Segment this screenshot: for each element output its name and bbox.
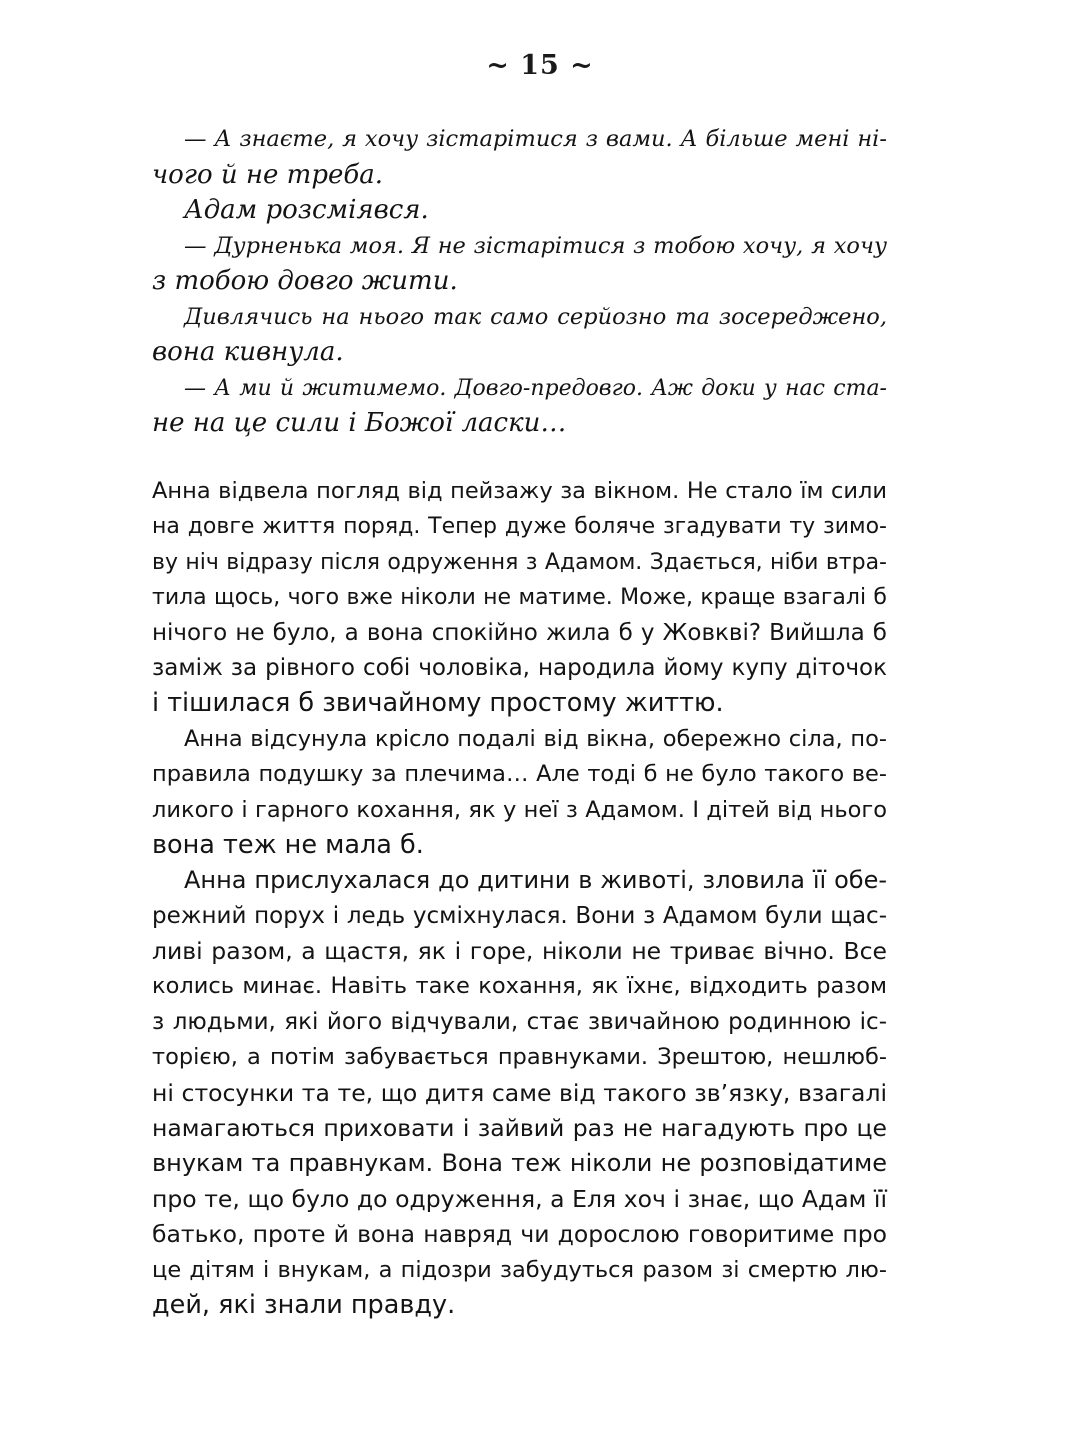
text-line: режний порух і ледь усміхнулася. Вони з Адамом були щас- (152, 902, 887, 929)
text-line: дей, які знали правду. (152, 1289, 456, 1320)
text-line: Дивлячись на нього так само серйозно та зосереджено, (184, 303, 887, 330)
text-line: — А ми й житимемо. Довго-предовго. Аж доки у нас ста- (184, 375, 887, 401)
text-line: тила щось, чого вже ніколи не матиме. Може, краще взагалі б (152, 585, 887, 611)
text-line: правила подушку за плечима… Але тоді б не було такого ве- (152, 761, 887, 788)
text-line: ву ніч відразу після одруження з Адамом. Здається, ніби втра- (152, 549, 887, 575)
text-line: про те, що було до одруження, а Еля хоч і знає, що Адам її (152, 1184, 887, 1213)
narrative-section (152, 474, 887, 1323)
page-number: ~ 15 ~ (486, 50, 594, 81)
dialogue-section (152, 122, 887, 442)
text-line: Анна прислухалася до дитини в животі, зловила її обе- (184, 866, 887, 895)
text-line: — А знаєте, я хочу зістарітися з вами. А більше мені ні- (184, 126, 887, 152)
text-line: ликого і гарного кохання, як у неї з Адамом. І дітей від нього (152, 796, 887, 823)
text-line: ливі разом, а щастя, як і горе, ніколи не триває вічно. Все (152, 937, 887, 966)
text-line: внукам та правнукам. Вона теж ніколи не розповідатиме (152, 1149, 887, 1178)
text-line: вона теж не мала б. (152, 829, 424, 860)
text-line: це дітям і внукам, а підозри забудуться разом зі смертю лю- (152, 1256, 887, 1283)
text-line: Анна відсунула крісло подалі від вікна, обережно сіла, по- (184, 725, 887, 752)
text-line: Анна відвела погляд від пейзажу за вікном. Не стало їм сили (152, 478, 887, 504)
text-line: вона кивнула. (152, 337, 344, 367)
text-line: ні стосунки та те, що дитя саме від такого зв’язку, взагалі (152, 1078, 887, 1107)
text-line: з людьми, які його відчували, стає звичайною родинною іс- (152, 1008, 887, 1035)
text-line: і тішилася б звичайному простому життю. (152, 688, 724, 719)
text-line: чого й не треба. (152, 159, 383, 190)
text-line: батько, проте й вона навряд чи дорослою говоритиме про (152, 1220, 887, 1249)
text-line: Адам розсміявся. (184, 195, 429, 225)
text-line: не на це сили і Божої ласки… (152, 408, 567, 438)
text-line: колись минає. Навіть таке кохання, як їхнє, відходить разом (152, 973, 887, 1000)
text-line: — Дурненька моя. Я не зістарітися з тобою хочу, я хочу (184, 232, 887, 259)
text-line: з тобою довго жити. (152, 266, 458, 296)
text-line: намагаються приховати і зайвий раз не нагадують про це (152, 1114, 887, 1143)
text-line: нічого не було, а вона спокійно жила б у Жовкві? Вийшла б (152, 619, 887, 646)
text-line: на довге життя поряд. Тепер дуже боляче згадувати ту зимо- (152, 514, 887, 540)
text-line: заміж за рівного собі чоловіка, народила йому купу діточок (152, 654, 887, 681)
text-line: торією, а потім забувається правнуками. Зрештою, нешлюб- (152, 1044, 887, 1071)
